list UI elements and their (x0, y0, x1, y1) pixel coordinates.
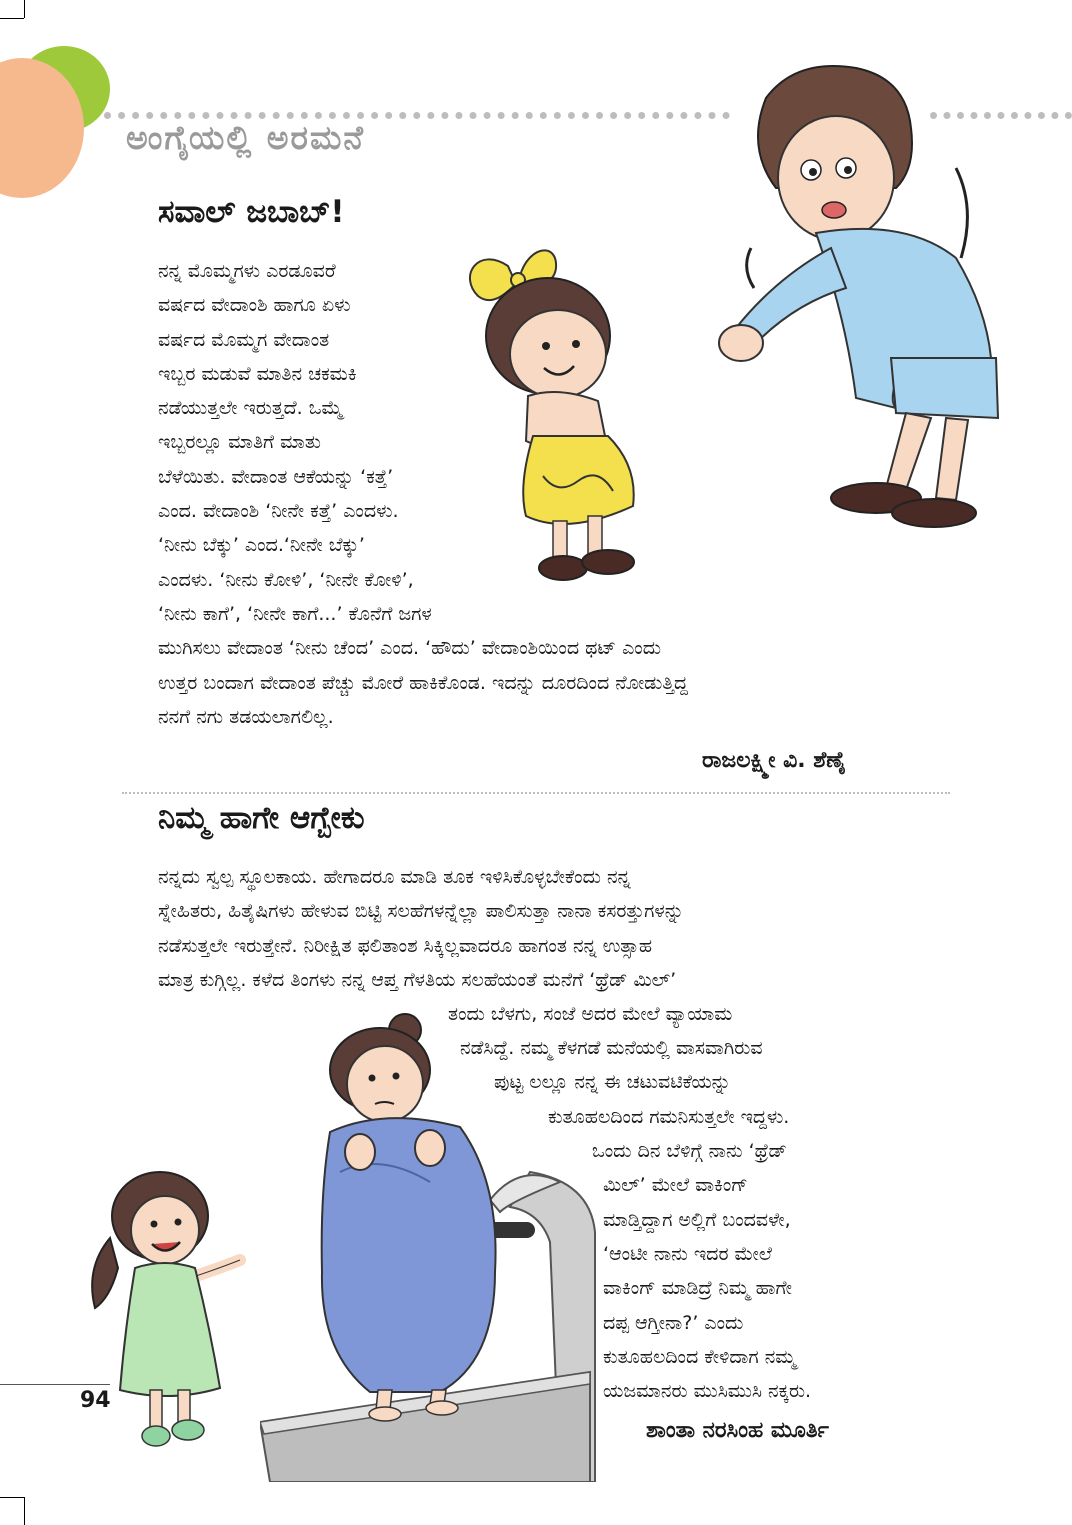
story1-line: ಇಬ್ಬರಲ್ಲೂ ಮಾತಿಗೆ ಮಾತು (158, 431, 321, 454)
page-number-rule (0, 1384, 110, 1385)
story2-line: ನಡೆಸಿದ್ದೆ. ನಮ್ಮ ಕೆಳಗಡೆ ಮನೆಯಲ್ಲಿ ವಾಸವಾಗಿರುವ (460, 1037, 763, 1059)
woman-treadmill-illustration (260, 1012, 600, 1482)
story2-line: ಪುಟ್ಟ ಲಲ್ಲೂ ನನ್ನ ಈ ಚಟುವಟಿಕೆಯನ್ನು (494, 1071, 731, 1093)
boy-blue-shirt-illustration (706, 58, 1006, 548)
crop-mark (24, 1497, 25, 1525)
story2-title: ನಿಮ್ಮ ಹಾಗೇ ಆಗ್ಬೇಕು (158, 800, 365, 836)
story1-line: ಎಂದ. ವೇದಾಂಶಿ ‘ನೀನೇ ಕತ್ತೆ’ ಎಂದಳು. (158, 500, 399, 523)
story1-line: ಎಂದಳು. ‘ನೀನು ಕೋಳಿ’, ‘ನೀನೇ ಕೋಳಿ’, (158, 568, 414, 591)
story-separator (122, 792, 950, 794)
story1-line: ‘ನೀನು ಬೆಕ್ಕು’ ಎಂದ.‘ನೀನೇ ಬೆಕ್ಕು’ (158, 534, 365, 557)
story2-line: ಯಜಮಾನರು ಮುಸಿಮುಸಿ ನಕ್ಕರು. (603, 1380, 812, 1402)
story2-line: ವಾಕಿಂಗ್ ಮಾಡಿದ್ರೆ ನಿಮ್ಮ ಹಾಗೇ (603, 1277, 792, 1299)
story1-line: ಇಬ್ಬರ ಮಡುವೆ ಮಾತಿನ ಚಕಮಕಿ (158, 362, 357, 385)
story2-line: ದಪ್ಪ ಆಗ್ತೀನಾ?’ ಎಂದು (603, 1312, 744, 1334)
story1-line: ಬೆಳೆಯಿತು. ವೇದಾಂತ ಆಕೆಯನ್ನು ‘ಕತ್ತೆ’ (158, 465, 394, 488)
story2-line: ತಂದು ಬೆಳಗು, ಸಂಜೆ ಅದರ ಮೇಲೆ ವ್ಯಾಯಾಮ (448, 1003, 733, 1025)
story1-line: ವರ್ಷದ ವೇದಾಂಶಿ ಹಾಗೂ ಏಳು (158, 294, 351, 317)
story2-author: ಶಾಂತಾ ನರಸಿಂಹ ಮೂರ್ತಿ (646, 1418, 829, 1443)
crop-mark (0, 1497, 24, 1498)
page-number: 94 (80, 1388, 111, 1413)
girl-green-dress-illustration (80, 1168, 255, 1458)
story2-line: ಮಿಲ್’ ಮೇಲೆ ವಾಕಿಂಗ್ (603, 1174, 748, 1196)
story2-line: ಕುತೂಹಲದಿಂದ ಗಮನಿಸುತ್ತಲೇ ಇದ್ದಳು. (548, 1106, 790, 1128)
crop-mark (24, 0, 25, 18)
story1-line: ನನ್ನ ಮೊಮ್ಮಗಳು ಎರಡೂವರೆ (158, 260, 336, 282)
crop-mark (0, 18, 24, 19)
story2-line: ‘ಆಂಟೀ ನಾನು ಇದರ ಮೇಲೆ (603, 1243, 772, 1265)
story2-body-full (158, 860, 684, 997)
story2-line: ನಡೆಸುತ್ತಲೇ ಇರುತ್ತೇನೆ. ನಿರೀಕ್ಷಿತ ಫಲಿತಾಂಶ ಸಿಕ್ಕಿಲ್ಲವಾದರೂ ಹಾಗಂತ ನನ್ನ ಉತ್ಸಾಹ (158, 934, 653, 957)
story1-line: ವರ್ಷದ ಮೊಮ್ಮಗ ವೇದಾಂತ (158, 328, 330, 351)
story2-line: ಮಾಡ್ತಿದ್ದಾಗ ಅಲ್ಲಿಗೆ ಬಂದವಳೇ, (603, 1209, 791, 1231)
story2-line: ಒಂದು ದಿನ ಬೆಳಿಗ್ಗೆ ನಾನು ‘ಥ್ರೆಡ್ (592, 1140, 787, 1162)
story1-author: ರಾಜಲಕ್ಷ್ಮೀ ವಿ. ಶೆಣೈ (702, 748, 846, 773)
story1-line: ಮುಗಿಸಲು ವೇದಾಂತ ‘ನೀನು ಚೆಂದ’ ಎಂದ. ‘ಹೌದು’ ವೇದಾಂಶಿಯಿಂದ ಥಟ್ ಎಂದು (158, 637, 662, 660)
story2-line: ನನ್ನದು ಸ್ವಲ್ಪ ಸ್ಥೂಲಕಾಯ. ಹೇಗಾದರೂ ಮಾಡಿ ತೂಕ ಇಳಿಸಿಕೊಳ್ಳಬೇಕೆಂದು ನನ್ನ (158, 866, 631, 888)
story2-line: ಮಾತ್ರ ಕುಗ್ಗಿಲ್ಲ. ಕಳೆದ ತಿಂಗಳು ನನ್ನ ಆಪ್ತ ಗೆಳತಿಯ ಸಲಹೆಯಂತೆ ಮನೆಗೆ ‘ಥ್ರೆಡ್ ಮಿಲ್’ (158, 968, 677, 991)
story1-line: ನಡೆಯುತ್ತಲೇ ಇರುತ್ತದೆ. ಒಮ್ಮೆ (158, 397, 343, 420)
story2-line: ಸ್ನೇಹಿತರು, ಹಿತೈಷಿಗಳು ಹೇಳುವ ಬಿಟ್ಟಿ ಸಲಹೆಗಳನ್ನೆಲ್ಲಾ ಪಾಲಿಸುತ್ತಾ ನಾನಾ ಕಸರತ್ತುಗಳನ್ನು (158, 900, 684, 923)
girl-yellow-dress-illustration (448, 236, 668, 596)
story1-line: ‘ನೀನು ಕಾಗೆ’, ‘ನೀನೇ ಕಾಗೆ...’ ಕೊನೆಗೆ ಜಗಳ (158, 602, 432, 625)
story1-line: ನನಗೆ ನಗು ತಡಯಲಾಗಲಿಲ್ಲ. (158, 705, 334, 728)
story1-title: ಸವಾಲ್ ಜಬಾಬ್! (158, 194, 345, 230)
story2-line: ಕುತೂಹಲದಿಂದ ಕೇಳಿದಾಗ ನಮ್ಮ (603, 1346, 796, 1368)
section-title: ಅಂಗೈಯಲ್ಲಿ ಅರಮನೆ (126, 118, 366, 157)
story1-line: ಉತ್ತರ ಬಂದಾಗ ವೇದಾಂತ ಪೆಚ್ಚು ಮೋರೆ ಹಾಕಿಕೊಂಡ. ಇದನ್ನು ದೂರದಿಂದ ನೋಡುತ್ತಿದ್ದ (158, 671, 689, 694)
